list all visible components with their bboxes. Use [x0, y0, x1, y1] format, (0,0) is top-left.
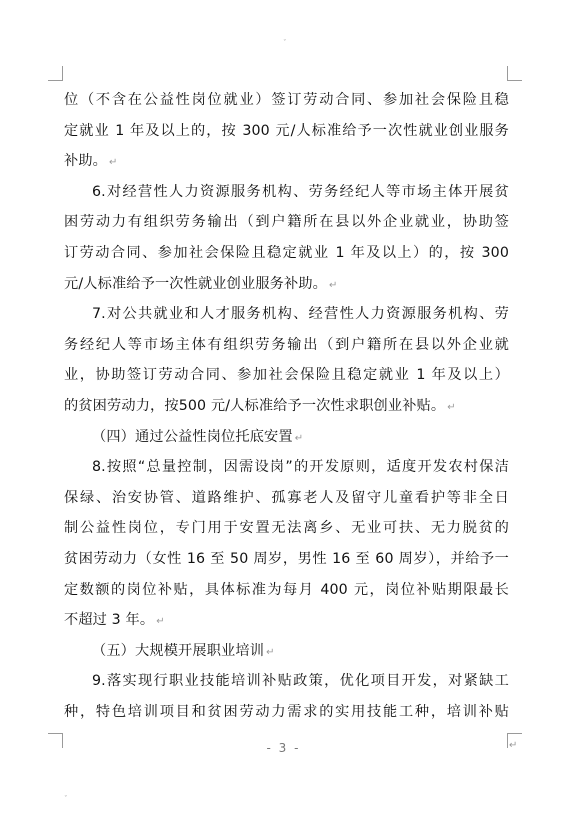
line-text: 9.落实现行职业技能培训补贴政策，优化项目开发，对紧缺工 [92, 673, 509, 690]
page-number: - 3 - [266, 741, 301, 755]
text-line [64, 151, 509, 173]
section-heading [92, 427, 509, 449]
text-line [64, 212, 509, 232]
text-line [64, 365, 509, 385]
line-text: 6.对经营性人力资源服务机构、劳务经纪人等市场主体开展贫 [92, 183, 509, 200]
top-anchor-mark: ˇ [283, 39, 287, 47]
line-text: 位（不含在公益性岗位就业）签订劳动合同、参加社会保险且稳 [64, 92, 509, 108]
paragraph-mark: ↵ [109, 157, 118, 169]
corner-mark-top-right [507, 66, 522, 81]
paragraph-mark: ↵ [509, 740, 518, 751]
text-line [64, 121, 509, 141]
line-text: 补助。 [64, 153, 108, 170]
text-line [92, 457, 509, 477]
line-text: 贫困劳动力（女性 16 至 50 周岁，男性 16 至 60 周岁），并给予一 [64, 551, 509, 567]
text-line [64, 243, 509, 263]
line-text: 困劳动力有组织劳务输出（到户籍所在县以外企业就业，协助签 [64, 214, 509, 231]
text-line [64, 396, 509, 418]
bottom-anchor-mark: ˇ [64, 795, 68, 803]
line-text: 8.按照“总量控制，因需设岗”的开发原则，适度开发农村保洁 [92, 459, 509, 476]
line-text: 定就业 1 年及以上的，按 300 元/人标准给予一次性就业创业服务 [64, 122, 509, 139]
line-text: （五）大规模开展职业培训 [92, 642, 265, 659]
paragraph-mark: ↵ [294, 432, 304, 444]
text-line [64, 518, 509, 538]
text-line [64, 549, 509, 569]
section-heading [92, 641, 509, 663]
line-text: 制公益性岗位，专门用于安置无法离乡、无业可扶、无力脱贫的 [64, 520, 509, 537]
text-line [64, 580, 509, 600]
text-line [64, 488, 509, 508]
line-text: 不超过 3 年。 [64, 612, 155, 629]
text-line [64, 702, 509, 722]
text-line [92, 671, 509, 691]
line-text: 7.对公共就业和人才服务机构、经营性人力资源服务机构、劳 [92, 306, 509, 323]
paragraph-mark: ↵ [447, 402, 456, 413]
line-text: 订劳动合同、参加社会保险且稳定就业 1 年及以上）的，按 300 [64, 245, 509, 261]
line-text: 元/人标准给予一次性就业创业服务补助。 [64, 275, 328, 292]
text-line [92, 304, 509, 324]
text-line [64, 274, 509, 296]
line-text: 业，协助签订劳动合同、参加社会保险且稳定就业 1 年及以上） [64, 367, 509, 384]
corner-mark-top-left [48, 66, 63, 81]
line-text: （四）通过公益性岗位托底安置 [92, 428, 293, 445]
paragraph-mark: ↵ [266, 646, 275, 658]
line-text: 务经纪人等市场主体有组织劳务输出（到户籍所在县以外企业就 [64, 336, 509, 353]
text-line [64, 610, 509, 632]
paragraph-mark: ↵ [329, 279, 338, 291]
line-text: 保绿、治安协管、道路维护、孤寡老人及留守儿童看护等非全日 [64, 489, 509, 506]
text-line [64, 335, 509, 355]
text-line [64, 90, 509, 110]
text-line [92, 182, 509, 202]
line-text: 种，特色培训项目和贫困劳动力需求的实用技能工种，培训补贴 [64, 704, 509, 720]
paragraph-mark: ↵ [156, 616, 165, 628]
line-text: 定数额的岗位补贴，具体标准为每月 400 元，岗位补贴期限最长 [64, 581, 509, 598]
line-text: 的贫困劳动力，按500 元/人标准给予一次性求职创业补贴。 [64, 398, 446, 414]
